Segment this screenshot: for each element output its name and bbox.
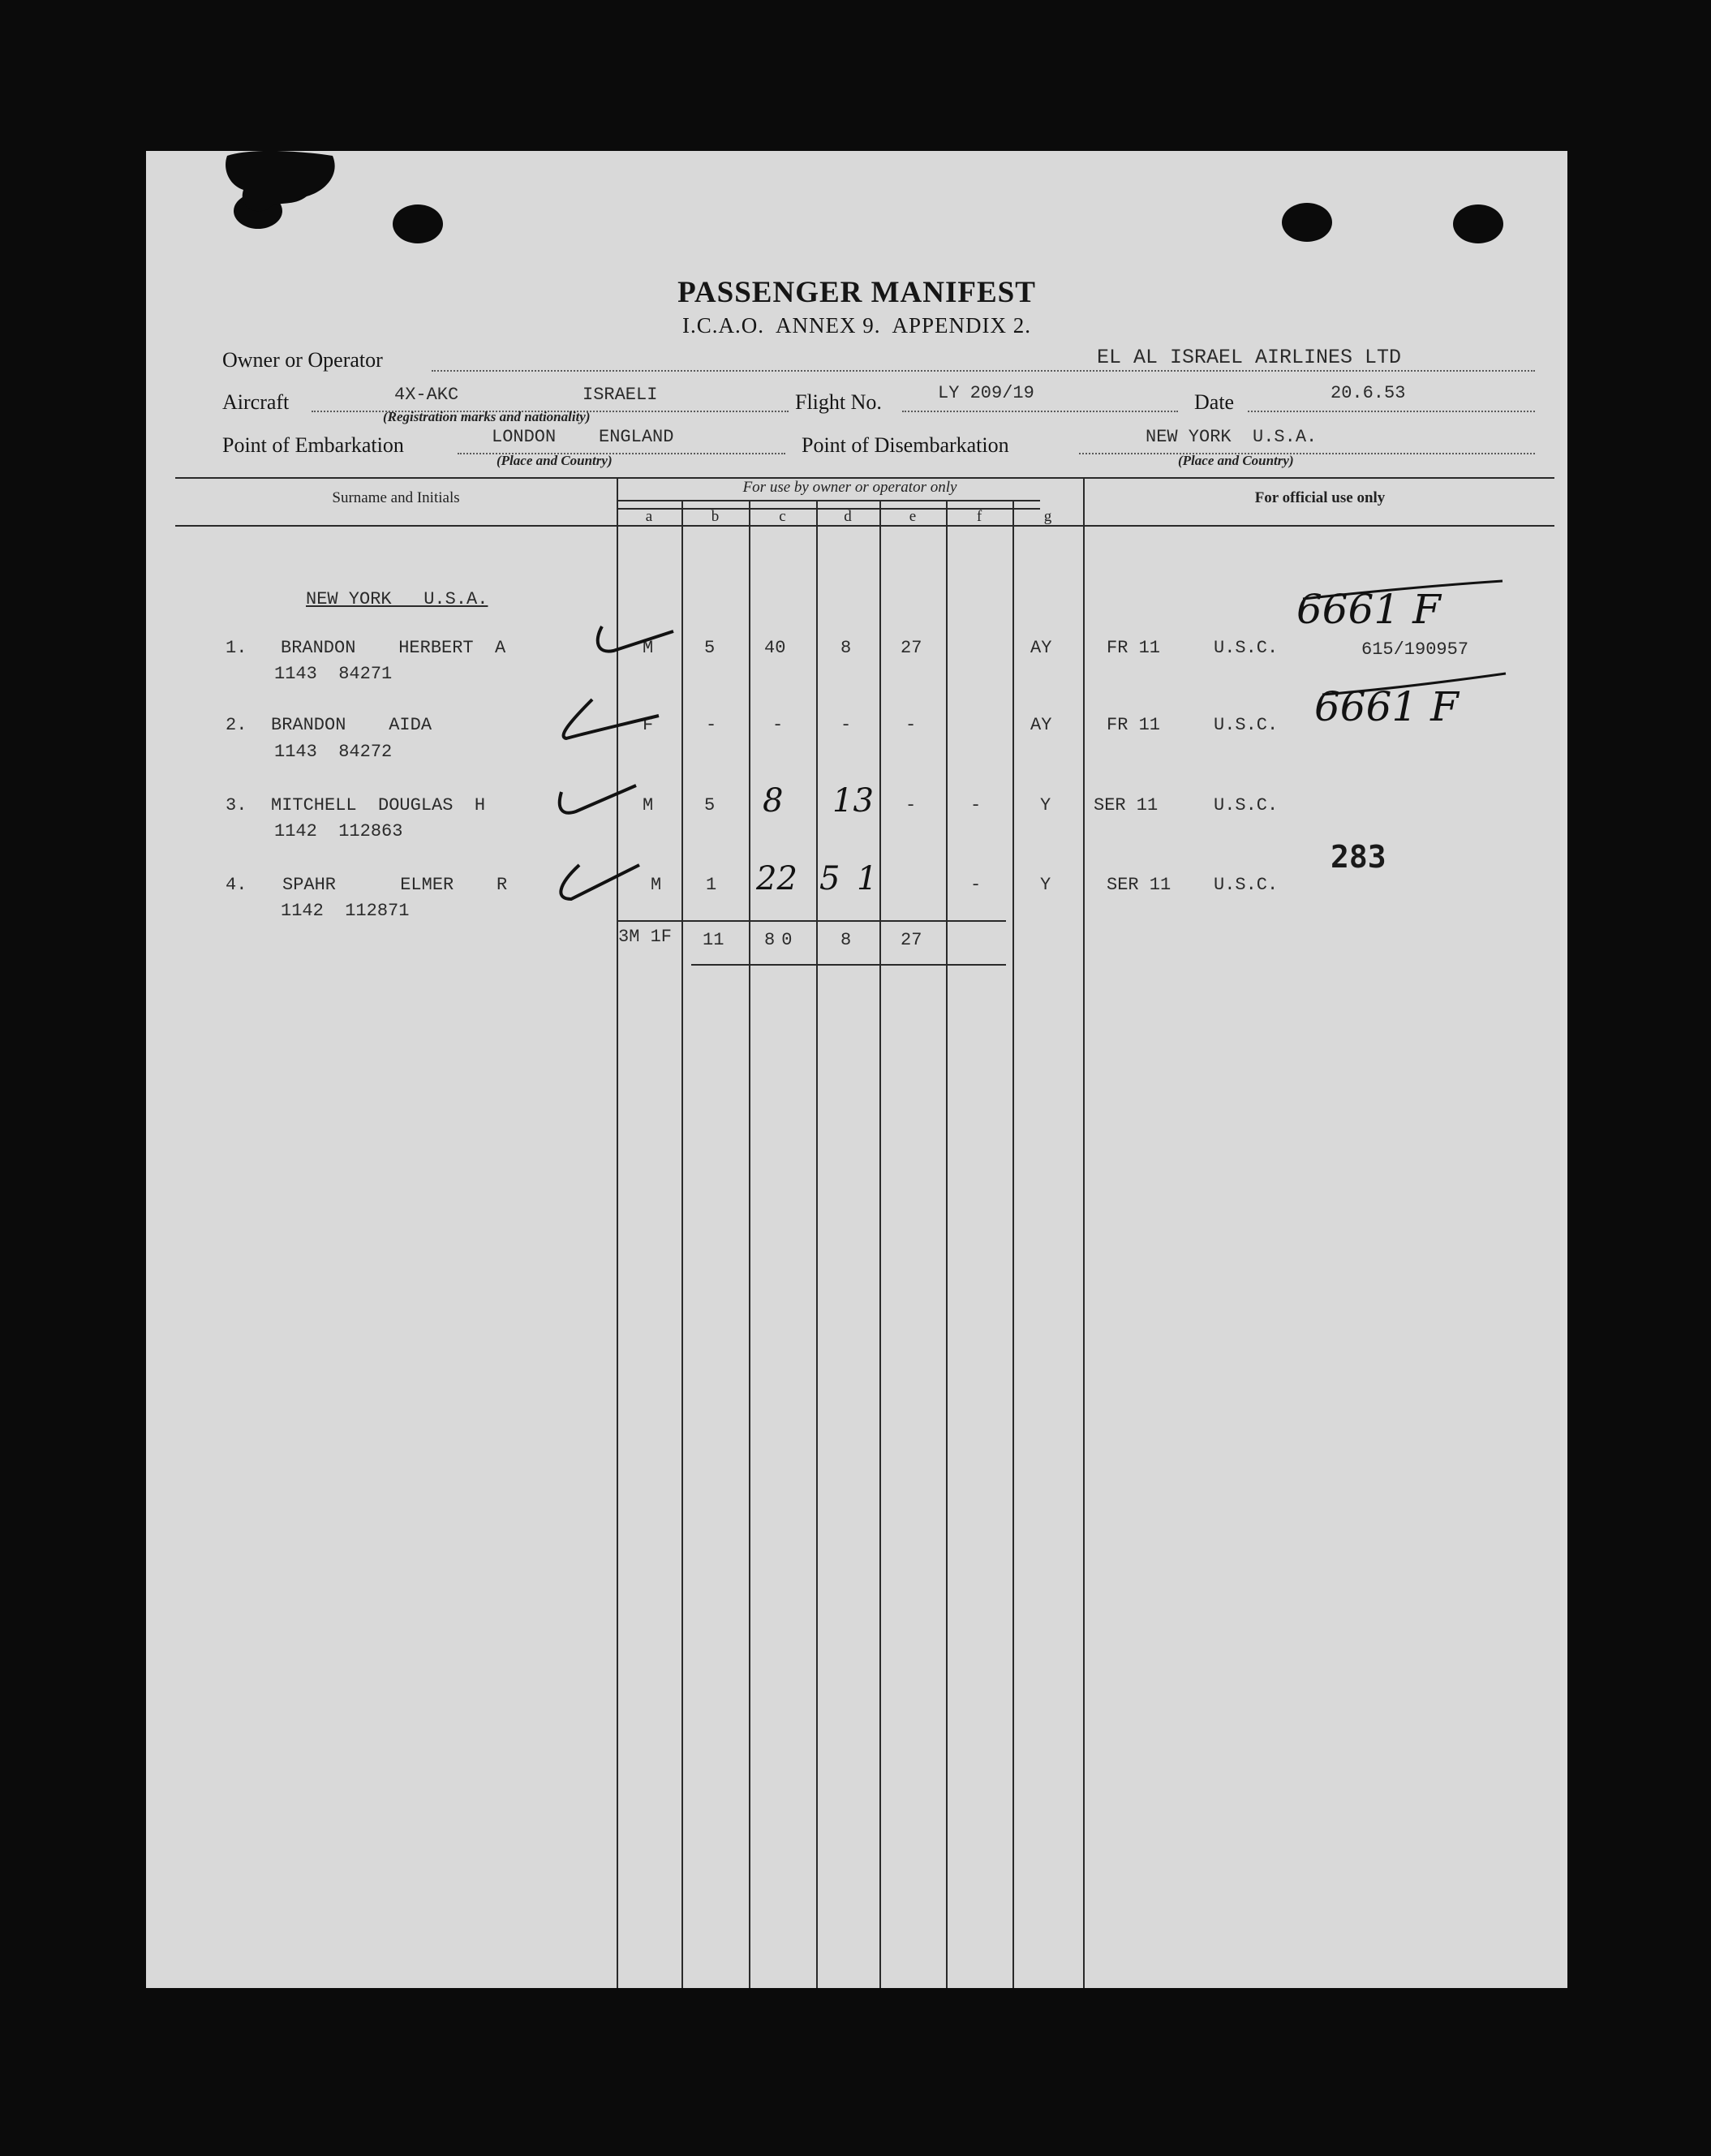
page-title: PASSENGER MANIFEST xyxy=(677,276,1036,309)
row3-col-a: M xyxy=(643,795,654,815)
row3-status: SER 11 xyxy=(1094,795,1159,815)
aircraft-nationality: ISRAELI xyxy=(583,385,658,405)
row4-col-g: Y xyxy=(1040,875,1051,895)
check-mark-row4 xyxy=(552,859,649,907)
col-rule-d xyxy=(879,501,881,1988)
row4-country: U.S.C. xyxy=(1214,875,1279,895)
row1-col-c: 40 xyxy=(764,638,786,658)
embarkation-caption: (Place and Country) xyxy=(497,453,613,468)
punch-hole-center-right xyxy=(1282,203,1332,242)
totals-rule-top xyxy=(618,920,1006,922)
total-col-e: 27 xyxy=(901,930,922,950)
row1-status: FR 11 xyxy=(1107,638,1161,658)
total-col-b: 11 xyxy=(703,930,724,950)
col-rule-b xyxy=(749,501,750,1988)
row1-reference: 615/190957 xyxy=(1361,639,1469,660)
flight-dotted-line xyxy=(902,411,1178,412)
aircraft-registration: 4X-AKC xyxy=(394,385,459,405)
check-mark-row1 xyxy=(592,622,690,662)
row4-col-b: 1 xyxy=(706,875,717,895)
punch-hole-center-left xyxy=(393,204,443,243)
row1-col-a: M xyxy=(643,638,654,658)
header-owner-use: For use by owner or operator only xyxy=(742,479,957,496)
total-col-d: 8 xyxy=(840,930,852,950)
disembarkation-label: Point of Disembarkation xyxy=(802,433,1009,457)
destination-heading: NEW YORK U.S.A. xyxy=(306,589,488,609)
subheader-c: c xyxy=(779,508,786,525)
stamp-number: 283 xyxy=(1331,839,1386,875)
subheader-g: g xyxy=(1043,508,1052,525)
row1-number: 1. xyxy=(226,638,247,658)
row3-name: MITCHELL DOUGLAS H xyxy=(271,795,486,815)
row1-col-e: 27 xyxy=(901,638,922,658)
row3-country: U.S.C. xyxy=(1214,795,1279,815)
row4-col-d: 5 xyxy=(819,860,840,897)
row3-col-d: 13 xyxy=(832,782,874,820)
owner-label: Owner or Operator xyxy=(222,348,383,372)
embarkation-value: LONDON ENGLAND xyxy=(492,427,674,447)
row1-handwritten-number: 6661 F xyxy=(1296,586,1441,633)
row3-number: 3. xyxy=(226,795,247,815)
row3-col-g: Y xyxy=(1040,795,1051,815)
row3-col-c: 8 xyxy=(763,782,784,820)
row2-col-e: - xyxy=(905,715,917,735)
row1-col-g: AY xyxy=(1030,638,1052,658)
subheader-e: e xyxy=(909,508,917,525)
disembarkation-dotted-line xyxy=(1079,453,1535,454)
aircraft-label: Aircraft xyxy=(222,390,290,414)
check-mark-row3 xyxy=(552,781,649,821)
totals-rule-bottom xyxy=(691,964,1006,966)
subheader-d: d xyxy=(844,508,852,525)
row4-col-a: M xyxy=(651,875,662,895)
owner-dotted-line xyxy=(432,370,1535,372)
punch-hole-right xyxy=(1453,204,1503,243)
row4-col-e: 1 xyxy=(857,860,878,897)
row4-id: 1142 112871 xyxy=(281,901,410,921)
row1-col-b: 5 xyxy=(704,638,716,658)
row4-status: SER 11 xyxy=(1107,875,1171,895)
col-rule-g xyxy=(1083,477,1085,1988)
handwritten-underline-row2 xyxy=(1318,670,1512,703)
subheader-f: f xyxy=(976,508,982,525)
row4-col-c: 22 xyxy=(756,860,797,897)
row1-country: U.S.C. xyxy=(1214,638,1279,658)
header-surname: Surname and Initials xyxy=(332,489,460,506)
row4-col-f: - xyxy=(970,875,982,895)
row3-col-b: 5 xyxy=(704,795,716,815)
disembarkation-value: NEW YORK U.S.A. xyxy=(1146,427,1318,447)
subheader-rule-top xyxy=(617,500,1040,501)
ink-stain xyxy=(211,151,357,240)
row2-col-b: - xyxy=(706,715,717,735)
owner-value: EL AL ISRAEL AIRLINES LTD xyxy=(1097,346,1402,369)
subheader-b: b xyxy=(711,508,720,525)
col-rule-f xyxy=(1012,501,1014,1988)
col-rule-e xyxy=(946,501,948,1988)
manifest-sheet xyxy=(146,151,1567,1988)
row2-name: BRANDON AIDA xyxy=(271,715,432,735)
flight-number: LY 209/19 xyxy=(938,383,1034,403)
row3-id: 1142 112863 xyxy=(274,821,403,841)
row2-col-a: F xyxy=(643,715,654,735)
row2-col-c: - xyxy=(772,715,784,735)
embarkation-label: Point of Embarkation xyxy=(222,433,404,457)
date-dotted-line xyxy=(1248,411,1535,412)
total-col-a: 3M 1F xyxy=(618,927,673,947)
date-label: Date xyxy=(1194,390,1235,414)
disembarkation-caption: (Place and Country) xyxy=(1178,453,1294,468)
row2-col-d: - xyxy=(840,715,852,735)
col-rule-c xyxy=(816,501,818,1988)
row4-number: 4. xyxy=(226,875,247,895)
page-subtitle: I.C.A.O. ANNEX 9. APPENDIX 2. xyxy=(681,313,1031,338)
aircraft-caption: (Registration marks and nationality) xyxy=(383,409,591,424)
row2-status: FR 11 xyxy=(1107,715,1161,735)
handwritten-underline-row1 xyxy=(1298,576,1509,609)
row2-id: 1143 84272 xyxy=(274,742,393,762)
flight-label: Flight No. xyxy=(795,390,882,414)
row2-handwritten-number: 6661 F xyxy=(1314,683,1459,730)
date-value: 20.6.53 xyxy=(1331,383,1406,403)
subheader-a: a xyxy=(645,508,653,525)
row1-id: 1143 84271 xyxy=(274,664,393,684)
row3-col-e: - xyxy=(905,795,917,815)
header-official-use: For official use only xyxy=(1254,489,1386,506)
total-col-c: 80 xyxy=(764,930,799,950)
row1-name: BRANDON HERBERT A xyxy=(281,638,506,658)
row2-col-g: AY xyxy=(1030,715,1052,735)
col-rule-a xyxy=(681,501,683,1988)
row3-col-f: - xyxy=(970,795,982,815)
row2-country: U.S.C. xyxy=(1214,715,1279,735)
row1-col-d: 8 xyxy=(840,638,852,658)
row2-number: 2. xyxy=(226,715,247,735)
row4-name: SPAHR ELMER R xyxy=(282,875,508,895)
check-mark-row2 xyxy=(552,691,665,748)
